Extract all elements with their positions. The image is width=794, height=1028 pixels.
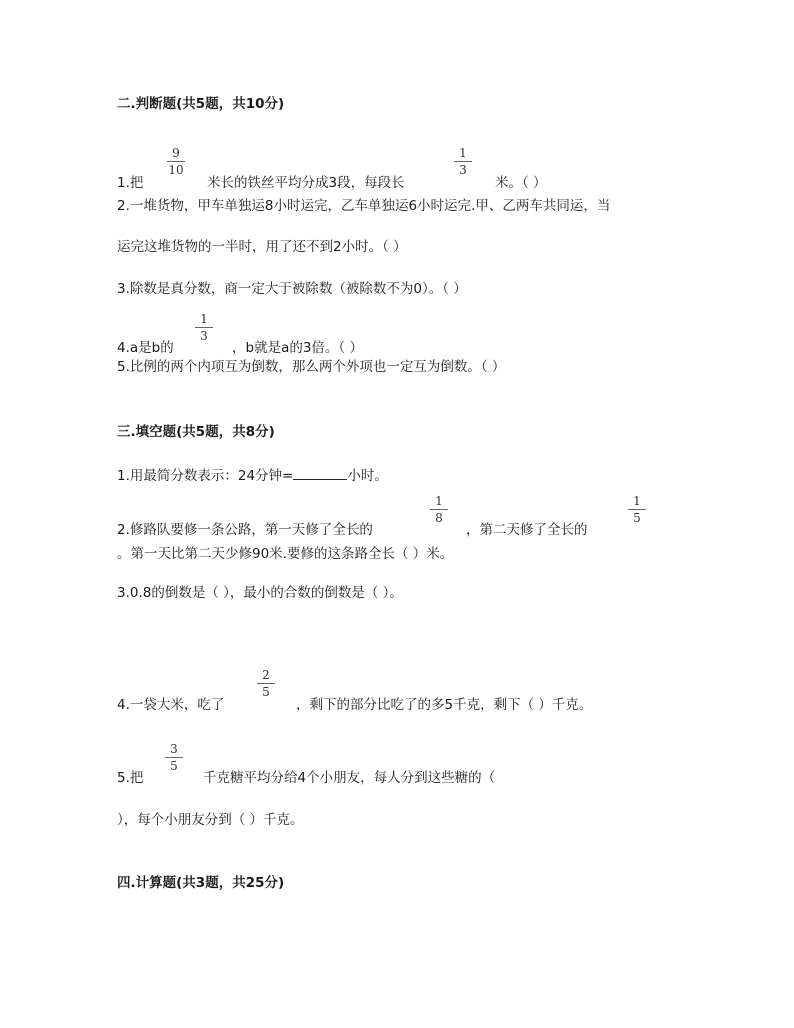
fraction-numerator: 1 — [459, 146, 467, 160]
fraction-denominator: 5 — [262, 685, 270, 699]
section4-heading: 四.计算题(共3题，共25分) — [117, 875, 285, 891]
fraction-denominator: 8 — [435, 511, 443, 525]
fraction-denominator: 10 — [168, 163, 184, 177]
s3-q5-middle: 千克糖平均分给4个小朋友，每人分到这些糖的（ — [203, 770, 496, 786]
fraction-denominator: 3 — [200, 329, 208, 343]
s3-q5-line2: ），每个小朋友分到（ ）千克。 — [117, 812, 304, 828]
s2-q1-prefix: 1.把 — [117, 175, 144, 191]
s3-q4-prefix: 4.一袋大米，吃了 — [117, 697, 225, 713]
fraction-bar — [430, 509, 448, 510]
fraction-bar — [257, 683, 275, 684]
s3-q5-fraction — [163, 743, 185, 773]
s3-q1-prefix: 1.用最简分数表示：24分钟= — [117, 468, 294, 484]
fraction-numerator: 3 — [170, 742, 178, 756]
s2-q1-fraction-1 — [165, 147, 187, 177]
fraction-bar — [454, 161, 472, 162]
s2-q1-suffix: 米。（ ） — [495, 175, 547, 191]
answer-blank — [293, 467, 347, 480]
section2-heading: 二.判断题(共5题，共10分) — [117, 96, 285, 112]
s3-q2-prefix: 2.修路队要修一条公路，第一天修了全长的 — [117, 522, 373, 538]
s3-q2-line2: 。第一天比第二天少修90米.要修的这条路全长（ ）米。 — [117, 546, 454, 562]
s3-q2-middle: ，第二天修了全长的 — [466, 522, 588, 538]
fraction-denominator: 5 — [633, 511, 641, 525]
fraction-denominator: 5 — [170, 759, 178, 773]
fraction-denominator: 3 — [459, 163, 467, 177]
fraction-numerator: 1 — [633, 494, 641, 508]
s2-q5: 5.比例的两个内项互为倒数，那么两个外项也一定互为倒数。（ ） — [117, 359, 506, 375]
s3-q4-fraction — [255, 669, 277, 699]
s2-q1-fraction-2 — [452, 147, 474, 177]
s2-q3: 3.除数是真分数，商一定大于被除数（被除数不为0）。（ ） — [117, 281, 467, 297]
fraction-bar — [167, 161, 185, 162]
s3-q1 — [117, 467, 388, 484]
s2-q4-fraction — [193, 313, 215, 343]
s2-q2-line2: 运完这堆货物的一半时，用了还不到2小时。（ ） — [117, 239, 407, 255]
fraction-numerator: 1 — [435, 494, 443, 508]
fraction-bar — [195, 327, 213, 328]
fraction-numerator: 9 — [172, 146, 180, 160]
s2-q2-line1: 2.一堆货物，甲车单独运8小时运完，乙车单独运6小时运完.甲、乙两车共同运，当 — [117, 198, 611, 214]
fraction-numerator: 2 — [262, 668, 270, 682]
s3-q3: 3.0.8的倒数是（ ），最小的合数的倒数是（ ）。 — [117, 585, 403, 601]
s3-q2-fraction-2 — [626, 495, 648, 525]
s3-q1-suffix: 小时。 — [347, 468, 388, 484]
s2-q4-suffix: ，b就是a的3倍。（ ） — [232, 340, 363, 356]
s2-q1-middle: 米长的铁丝平均分成3段，每段长 — [207, 175, 405, 191]
fraction-bar — [165, 757, 183, 758]
fraction-bar — [628, 509, 646, 510]
fraction-numerator: 1 — [200, 312, 208, 326]
s3-q4-suffix: ，剩下的部分比吃了的多5千克，剩下（ ）千克。 — [296, 697, 593, 713]
section3-heading: 三.填空题(共5题，共8分) — [117, 424, 275, 440]
s3-q5-prefix: 5.把 — [117, 770, 144, 786]
s3-q2-fraction-1 — [428, 495, 450, 525]
s2-q4-prefix: 4.a是b的 — [117, 340, 174, 356]
